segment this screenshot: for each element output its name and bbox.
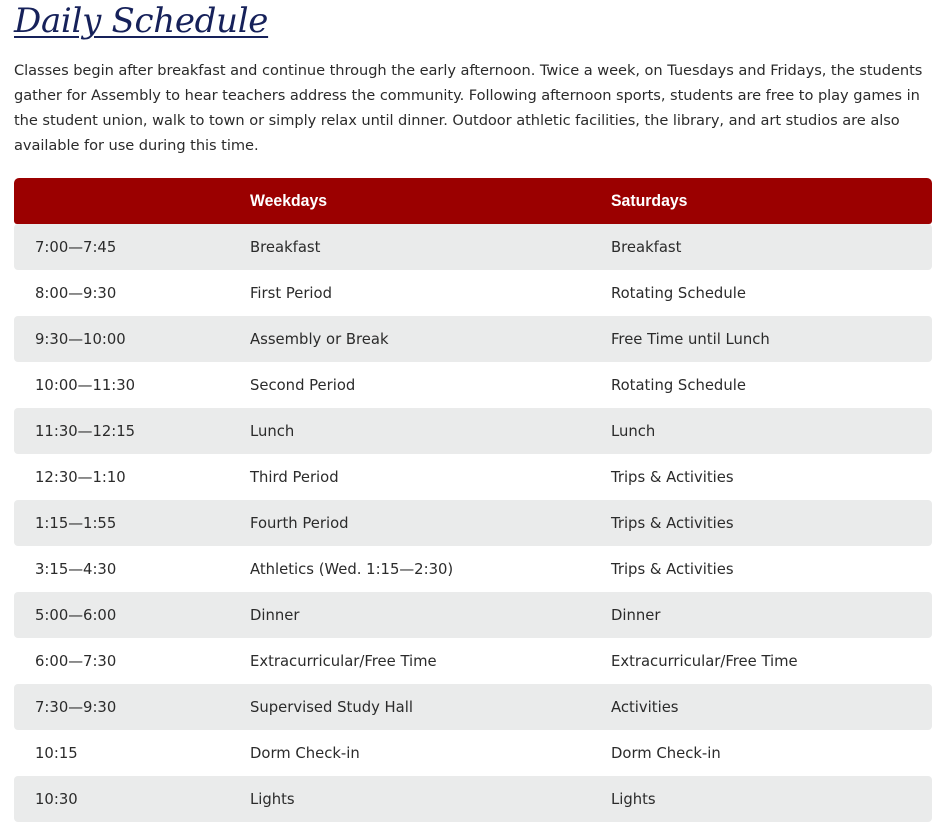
table-body — [14, 224, 932, 822]
cell-weekdays: Lights — [250, 790, 295, 808]
cell-time: 12:30—1:10 — [35, 468, 126, 486]
header-weekdays: Weekdays — [250, 191, 328, 210]
table-row — [14, 684, 932, 730]
cell-weekdays: Third Period — [250, 468, 339, 486]
header-saturdays: Saturdays — [611, 191, 688, 210]
table-row — [14, 730, 932, 776]
cell-weekdays: Dorm Check-in — [250, 744, 360, 762]
table-row — [14, 776, 932, 822]
table-row — [14, 316, 932, 362]
table-row — [14, 224, 932, 270]
cell-saturdays: Rotating Schedule — [611, 284, 746, 302]
table-row — [14, 500, 932, 546]
table-row — [14, 408, 932, 454]
cell-weekdays: Lunch — [250, 422, 295, 440]
table-row — [14, 454, 932, 500]
table-row — [14, 638, 932, 684]
cell-time: 10:30 — [35, 790, 78, 808]
cell-time: 5:00—6:00 — [35, 606, 117, 624]
cell-saturdays: Rotating Schedule — [611, 376, 746, 394]
cell-weekdays: Assembly or Break — [250, 330, 389, 348]
cell-saturdays: Activities — [611, 698, 679, 716]
cell-saturdays: Breakfast — [611, 238, 682, 256]
cell-time: 7:30—9:30 — [35, 698, 117, 716]
cell-weekdays: Breakfast — [250, 238, 321, 256]
cell-time: 9:30—10:00 — [35, 330, 126, 348]
header-time — [14, 191, 250, 211]
page-title[interactable]: Daily Schedule — [14, 1, 269, 41]
cell-weekdays: First Period — [250, 284, 332, 302]
table-header — [14, 178, 932, 224]
cell-weekdays: Dinner — [250, 606, 300, 624]
schedule-table — [14, 178, 932, 822]
intro-paragraph: Classes begin after breakfast and continue through the early afternoon. Twice a week, on Tuesdays and Fridays, the students gather for Assembly to hear teachers address the community. Following afternoon sports, students are free to play games in the student union, walk to town or simply relax until dinner. Outdoor athletic facilities, the library, and art studios are also available for use during this time. — [14, 62, 923, 154]
cell-saturdays: Trips & Activities — [611, 514, 734, 532]
cell-weekdays: Second Period — [250, 376, 356, 394]
table-row — [14, 362, 932, 408]
cell-saturdays: Lights — [611, 790, 656, 808]
cell-time: 11:30—12:15 — [35, 422, 136, 440]
cell-weekdays: Supervised Study Hall — [250, 698, 413, 716]
cell-weekdays: Fourth Period — [250, 514, 349, 532]
cell-saturdays: Lunch — [611, 422, 656, 440]
page-content — [14, 0, 932, 808]
cell-time: 1:15—1:55 — [35, 514, 117, 532]
cell-time: 7:00—7:45 — [35, 238, 117, 256]
table-row — [14, 546, 932, 592]
cell-saturdays: Trips & Activities — [611, 468, 734, 486]
cell-saturdays: Dinner — [611, 606, 661, 624]
table-row — [14, 592, 932, 638]
cell-saturdays: Free Time until Lunch — [611, 330, 770, 348]
cell-saturdays: Trips & Activities — [611, 560, 734, 578]
cell-time: 3:15—4:30 — [35, 560, 117, 578]
cell-time: 10:00—11:30 — [35, 376, 136, 394]
cell-weekdays: Extracurricular/Free Time — [250, 652, 437, 670]
cell-weekdays: Athletics (Wed. 1:15—2:30) — [250, 560, 454, 578]
cell-saturdays: Dorm Check-in — [611, 744, 721, 762]
cell-time: 10:15 — [35, 744, 78, 762]
cell-time: 6:00—7:30 — [35, 652, 117, 670]
cell-saturdays: Extracurricular/Free Time — [611, 652, 798, 670]
cell-time: 8:00—9:30 — [35, 284, 117, 302]
table-row — [14, 270, 932, 316]
